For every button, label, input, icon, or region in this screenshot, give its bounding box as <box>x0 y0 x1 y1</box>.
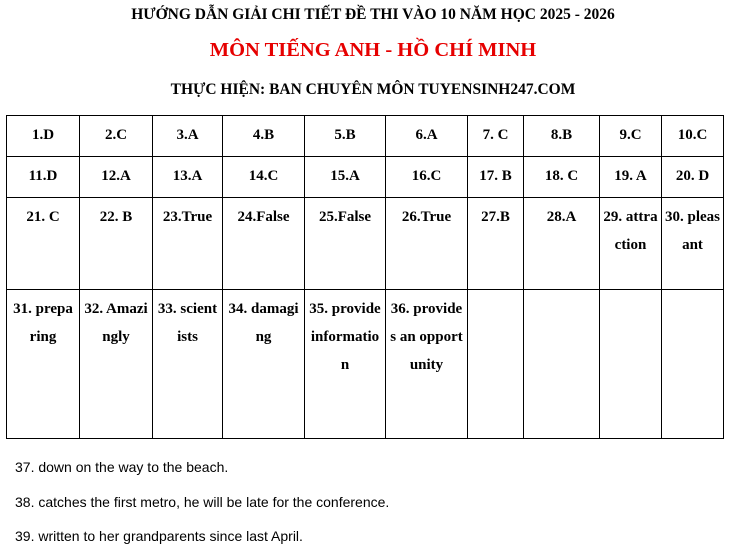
written-answer-38: 38. catches the first metro, he will be late for the conference. <box>15 494 390 510</box>
answer-cell: 9.C <box>600 116 662 157</box>
answer-cell: 2.C <box>80 116 153 157</box>
answer-row <box>7 157 724 198</box>
answer-cell: 7. C <box>468 116 524 157</box>
answer-cell: 17. B <box>468 157 524 198</box>
written-answer-37: 37. down on the way to the beach. <box>15 459 229 475</box>
author-line: THỰC HIỆN: BAN CHUYÊN MÔN TUYENSINH247.COM <box>170 81 576 98</box>
answer-cell: 32. Amazingly <box>80 290 153 439</box>
answer-cell: 8.B <box>524 116 600 157</box>
answer-cell: 4.B <box>223 116 305 157</box>
answer-table <box>6 115 724 439</box>
answer-cell: 29. attraction <box>600 198 662 290</box>
answer-cell: 14.C <box>223 157 305 198</box>
answer-cell: 31. preparing <box>7 290 80 439</box>
answer-cell: 15.A <box>305 157 386 198</box>
answer-cell: 25.False <box>305 198 386 290</box>
empty-cell <box>600 290 662 439</box>
answer-cell: 10.C <box>662 116 724 157</box>
written-answer-39: 39. written to her grandparents since last April. <box>15 528 303 544</box>
answer-cell: 34. damaging <box>223 290 305 439</box>
answer-cell: 28.A <box>524 198 600 290</box>
answer-cell: 33. scientists <box>153 290 223 439</box>
answer-cell: 21. C <box>7 198 80 290</box>
subject-title: MÔN TIẾNG ANH - HỒ CHÍ MINH <box>209 39 537 61</box>
answer-cell: 30. pleasant <box>662 198 724 290</box>
empty-cell <box>468 290 524 439</box>
answer-cell: 20. D <box>662 157 724 198</box>
empty-cell <box>524 290 600 439</box>
answer-cell: 24.False <box>223 198 305 290</box>
answer-cell: 27.B <box>468 198 524 290</box>
answer-cell: 3.A <box>153 116 223 157</box>
answer-cell: 18. C <box>524 157 600 198</box>
answer-cell: 35. provide information <box>305 290 386 439</box>
empty-cell <box>662 290 724 439</box>
answer-row <box>7 198 724 290</box>
answer-row <box>7 116 724 157</box>
answer-cell: 23.True <box>153 198 223 290</box>
answer-row <box>7 290 724 439</box>
answer-cell: 22. B <box>80 198 153 290</box>
answer-cell: 19. A <box>600 157 662 198</box>
answer-cell: 1.D <box>7 116 80 157</box>
answer-cell: 11.D <box>7 157 80 198</box>
answer-cell: 5.B <box>305 116 386 157</box>
answer-cell: 16.C <box>386 157 468 198</box>
answer-cell: 13.A <box>153 157 223 198</box>
answer-cell: 12.A <box>80 157 153 198</box>
document-title: HƯỚNG DẪN GIẢI CHI TIẾT ĐỀ THI VÀO 10 NĂM HỌC 2025 - 2026 <box>131 6 615 23</box>
answer-cell: 6.A <box>386 116 468 157</box>
answer-cell: 26.True <box>386 198 468 290</box>
answer-cell: 36. provides an opportunity <box>386 290 468 439</box>
